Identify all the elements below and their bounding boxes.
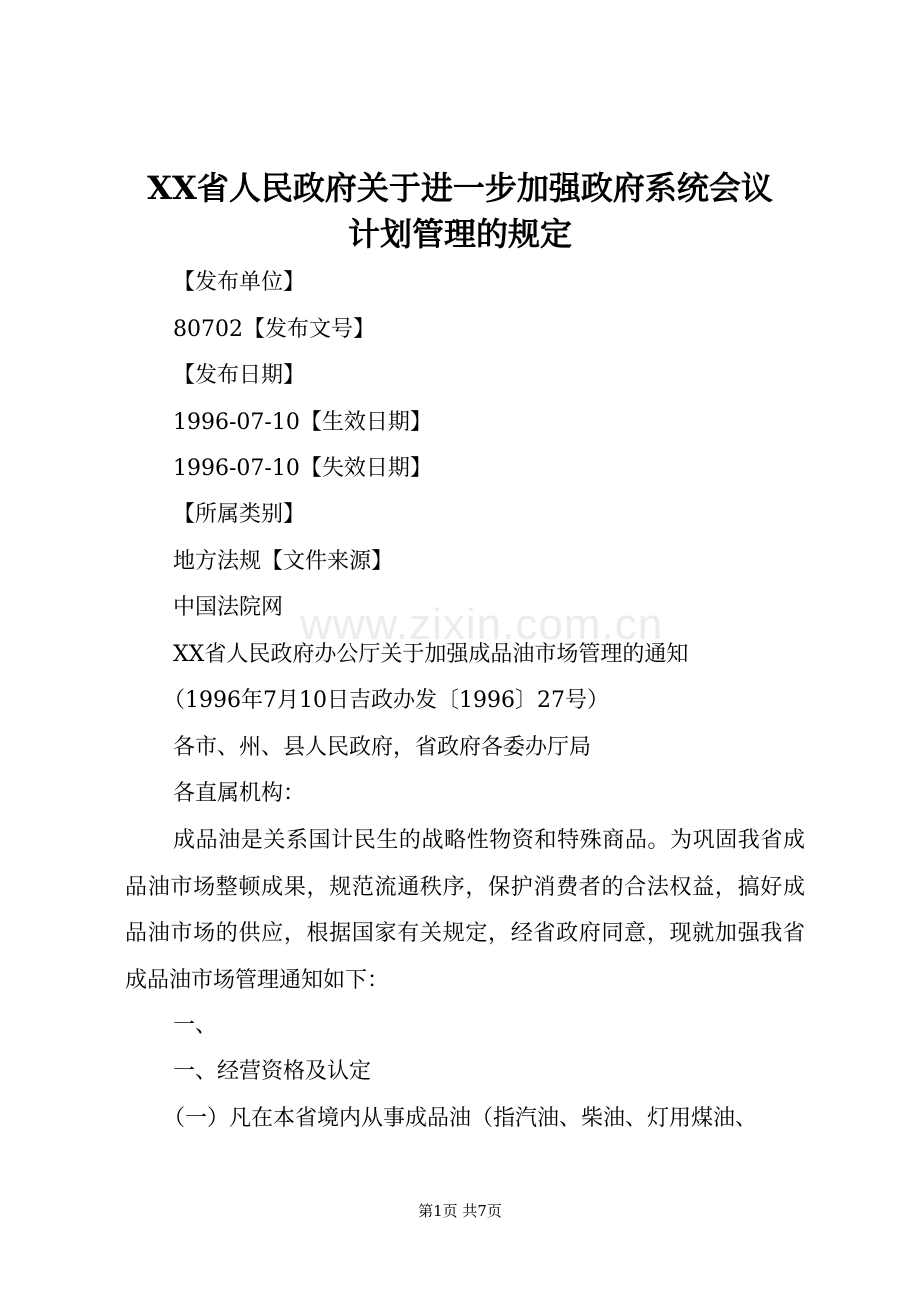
section-item-1: （一）凡在本省境内从事成品油（指汽油、柴油、灯用煤油、 [163,1106,758,1131]
section-number: 一、 [173,1013,218,1038]
meta-doc-number: 80702【发布文号】 [173,317,375,342]
notice-reference: （1996年7月10日吉政办发〔1996〕27号） [163,688,609,713]
recipients-line-2: 各直属机构： [173,781,306,806]
section-heading: 一、经营资格及认定 [173,1059,372,1084]
document-title-line-1: XX省人民政府关于进一步加强政府系统会议 [147,169,773,207]
body-paragraph: 成品油是关系国计民生的战略性物资和特殊商品。为巩固我省成品油市场整顿成果，规范流通秩序，保护消费者的合法权益，搞好成品油市场的供应，根据国家有关规定，经省政府同意，现就加强我省成品油市场管理通知如下： [125,828,805,993]
meta-category: 【所属类别】 [173,502,306,527]
meta-publish-date: 【发布日期】 [173,363,306,388]
meta-source: 地方法规【文件来源】 [173,549,394,574]
meta-effective-date: 1996-07-10【生效日期】 [173,410,432,435]
meta-source-value: 中国法院网 [173,595,284,620]
meta-expiry-date: 1996-07-10【失效日期】 [173,456,432,481]
document-title-line-2: 计划管理的规定 [347,215,572,253]
page-footer: 第1页 共7页 [418,1202,502,1220]
notice-title: XX省人民政府办公厅关于加强成品油市场管理的通知 [173,642,689,667]
recipients-line-1: 各市、州、县人民政府，省政府各委办厅局 [173,735,592,760]
meta-publisher: 【发布单位】 [173,270,306,295]
watermark: www.zixin.com.cn [300,600,664,649]
